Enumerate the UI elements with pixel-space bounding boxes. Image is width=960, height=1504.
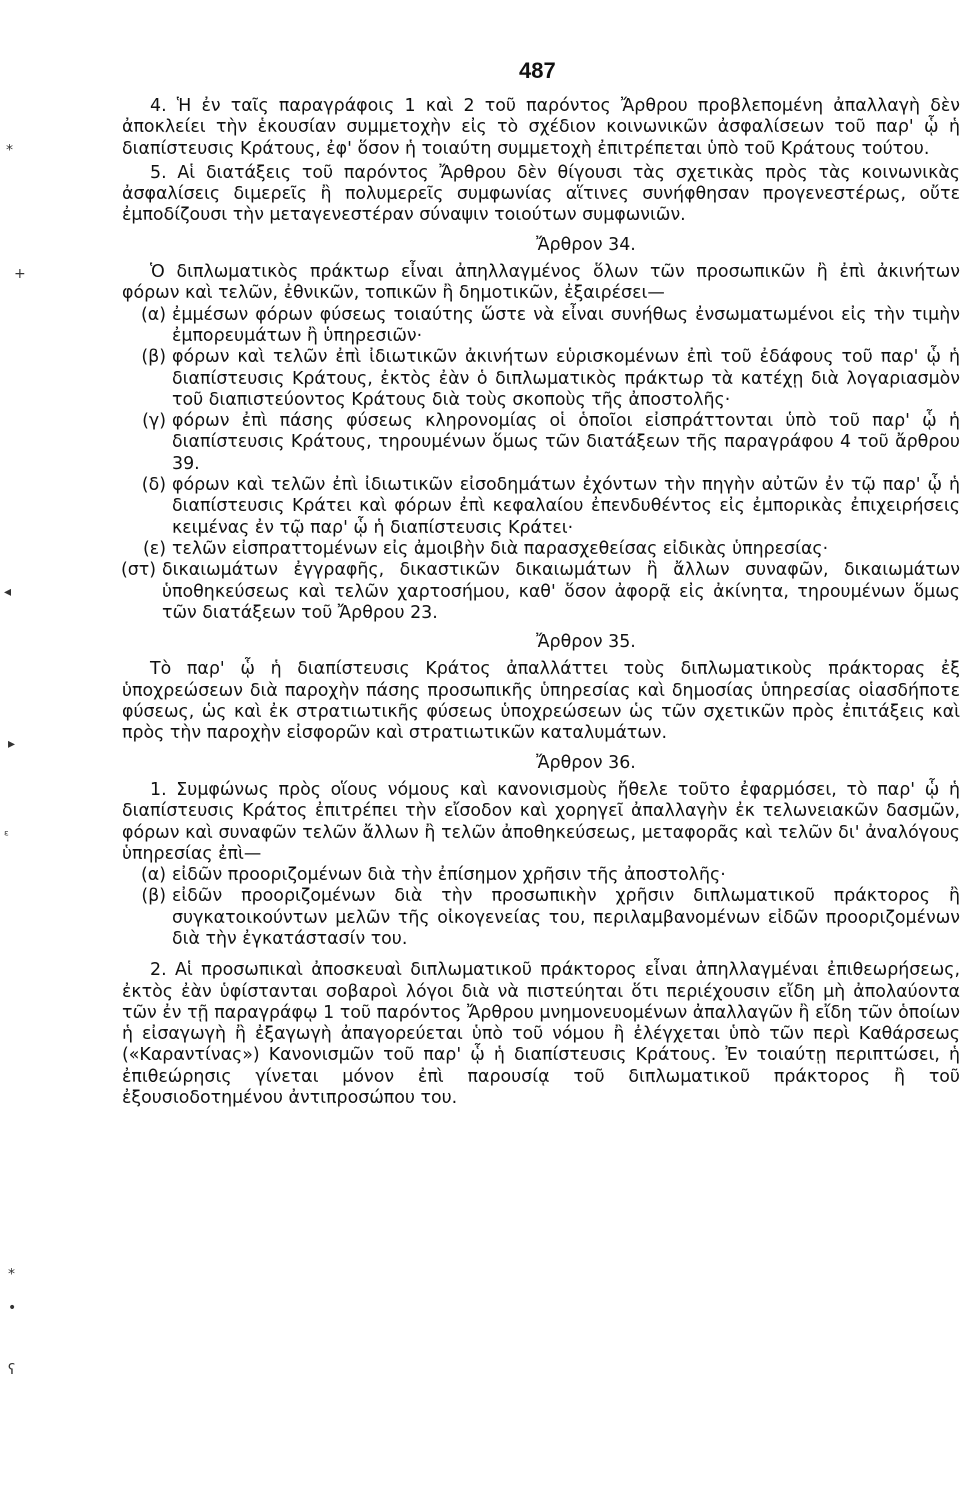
margin-mark: ◂ [4,584,12,600]
article-34-item [122,475,960,539]
margin-mark: • [8,1300,17,1316]
article-35-heading: Ἄρθρον 35. [536,632,636,653]
item-text: τελῶν εἰσπραττομένων εἰς ἀμοιβὴν διὰ παρασχεθείσας εἰδικὰς ὑπηρεσίας· [172,538,829,559]
margin-mark: ᵋ [4,828,10,844]
article-34-item [122,411,960,475]
paragraph-4: 4. Ἡ ἐν ταῖς παραγράφοις 1 καὶ 2 τοῦ παρόντος Ἄρθρου προβλεπομένη ἀπαλλαγὴ δὲν ἀποκλείει τὴν ἑκουσίαν συμμετοχὴν εἰς τὸ σχέδιον κοινωνικῶν ἀσφαλίσεων τοῦ παρ' ᾧ ἡ διαπίστευσις Κράτους, ἐφ' ὅσον ἡ τοιαύτη συμμετοχὴ ἐπιτρέπεται ὑπὸ τοῦ Κράτους τούτου. [122,96,960,159]
article-34-intro: Ὁ διπλωματικὸς πράκτωρ εἶναι ἀπηλλαγμένος ὅλων τῶν προσωπικῶν ἢ ἐπὶ ἀκινήτων φόρων καὶ τελῶν, ἐθνικῶν, τοπικῶν ἢ δημοτικῶν, ἐξαιρέσει— [122,262,960,304]
item-text: εἰδῶν προοριζομένων διὰ τὴν προσωπικὴν χρῆσιν διπλωματικοῦ πράκτορος ἢ συγκατοικούντων μελῶν τῆς οἰκογενείας του, περιλαμβανομένων εἰδῶν προοριζομένων διὰ τὴν ἐγκατάστασίν του. [172,886,960,949]
article-34-heading: Ἄρθρον 34. [536,234,636,255]
document-body [122,96,960,1109]
item-text: φόρων ἐπὶ πάσης φύσεως κληρονομίας οἱ ὁποῖοι εἰσπράττονται ὑπὸ τοῦ παρ' ᾧ ἡ διαπίστευσις Κράτους, τηρουμένων ὅμως τῶν διατάξεων τῆς παραγράφου 4 τοῦ ἄρθρου 39. [172,411,960,474]
article-36-item [122,886,960,950]
item-label: (ε) [143,538,166,559]
item-label: (γ) [142,411,166,432]
item-text: δικαιωμάτων ἐγγραφῆς, δικαστικῶν δικαιωμάτων ἢ ἄλλων συναφῶν, δικαιωμάτων ὑποθηκεύσεως καὶ τελῶν χαρτοσήμου, καθ' ὅσον ἀφορᾷ εἰς ἀκίνητα, τηρουμένων ὅμως τῶν διατάξεων τοῦ Ἄρθρου 23. [162,560,960,623]
page-number: 487 [519,58,556,83]
item-text: φόρων καὶ τελῶν ἐπὶ ἰδιωτικῶν εἰσοδημάτων ἐχόντων τὴν πηγὴν αὐτῶν ἐν τῷ παρ' ᾧ ἡ διαπίστευσις Κράτει καὶ φόρων ἐπὶ κεφαλαίου ἐπενδυθέντος εἰς ἐμπορικὰς ἐπιχειρήσεις κειμένας ἐν τῷ παρ' ᾧ ἡ διαπίστευσις Κράτει· [172,475,960,538]
margin-mark: ʕ [8,1362,16,1378]
article-36-paragraph-1: 1. Συμφώνως πρὸς οἵους νόμους καὶ κανονισμοὺς ἤθελε τοῦτο ἐφαρμόσει, τὸ παρ' ᾧ ἡ διαπίστευσις Κράτος ἐπιτρέπει τὴν εἴσοδον καὶ χορηγεῖ ἀπαλλαγὴν ἐκ τελωνειακῶν δασμῶν, φόρων καὶ συναφῶν τελῶν ἄλλων ἢ τελῶν ἀποθηκεύσεως, μεταφορᾶς καὶ τελῶν δι' ἀναλόγους ὑπηρεσίας ἐπὶ— [122,779,960,864]
item-label: (α) [140,304,166,325]
article-34-item [122,560,960,624]
item-label: (β) [141,347,166,368]
margin-mark: ▸ [8,736,16,752]
article-34-item [122,347,960,411]
item-label: (δ) [141,475,166,496]
article-36-heading: Ἄρθρον 36. [536,752,636,773]
article-34-item [122,305,960,348]
item-text: εἰδῶν προοριζομένων διὰ τὴν ἐπίσημον χρῆσιν τῆς ἀποστολῆς· [172,865,726,886]
margin-mark: ⁎ [8,1262,15,1278]
article-36-item [122,865,960,886]
item-label: (στ) [120,560,156,581]
paragraph-5: 5. Αἱ διατάξεις τοῦ παρόντος Ἄρθρου δὲν θίγουσι τὰς σχετικὰς πρὸς τὰς κοινωνικὰς ἀσφαλίσεις διμερεῖς ἢ πολυμερεῖς συμφωνίας αἵτινες συνήφθησαν προγενεστέρως, οὔτε ἐμποδίζουσι τὴν μεταγενεστέραν σύναψιν τοιούτων συμφωνιῶν. [122,162,960,226]
item-label: (β) [141,886,166,907]
item-text: ἐμμέσων φόρων φύσεως τοιαύτης ὥστε νὰ εἶναι συνήθως ἐνσωματωμένοι εἰς τὴν τιμὴν ἐμπορευμάτων ἢ ὑπηρεσιῶν· [172,304,960,346]
article-36-paragraph-2: 2. Αἱ προσωπικαὶ ἀποσκευαὶ διπλωματικοῦ πράκτορος εἶναι ἀπηλλαγμέναι ἐπιθεωρήσεως, ἐκτὸς ἐὰν ὑφίστανται σοβαροὶ λόγοι διὰ νὰ πιστεύηται ὅτι περιέχουσιν εἴδη μὴ ἀπολαύοντα τῶν ἐν τῇ παραγράφῳ 1 τοῦ παρόντος Ἄρθρου μνημονευομένων ἀπαλλαγῶν ἢ εἴδη τῶν ὁποίων ἡ εἰσαγωγὴ ἢ ἐξαγωγὴ ἀπαγορεύεται ὑπὸ τοῦ νόμου ἢ ἐλέγχεται ὑπὸ τῶν περὶ Καθάρσεως («Καραντίνας») Κανονισμῶν τοῦ παρ' ᾧ ἡ διαπίστευσις Κράτους. Ἐν τοιαύτῃ περιπτώσει, ἡ ἐπιθεώρησις γίνεται μόνον ἐπὶ παρουσίᾳ τοῦ διπλωματικοῦ πράκτορος ἢ τοῦ ἐξουσιοδοτημένου ἀντιπροσώπου του. [122,960,960,1109]
article-34-item [122,539,960,560]
item-label: (α) [140,865,166,886]
article-35-text: Τὸ παρ' ᾧ ἡ διαπίστευσις Κράτος ἀπαλλάττει τοὺς διπλωματικοὺς πράκτορας ἐξ ὑποχρεώσεων διὰ παροχὴν πάσης προσωπικῆς ὑπηρεσίας καὶ δημοσίας ὑπηρεσίας οἱασδήποτε φύσεως, ὡς καὶ ἐκ στρατιωτικῆς φύσεως ὑποχρεώσεων ὡς τῶν σχετικῶν πρὸς ἐπιτάξεις καὶ πρὸς τὴν παροχὴν εἰσφορῶν καὶ στρατιωτικῶν καταλυμάτων. [122,659,960,744]
item-text: φόρων καὶ τελῶν ἐπὶ ἰδιωτικῶν ἀκινήτων εὑρισκομένων ἐπὶ τοῦ ἐδάφους τοῦ παρ' ᾧ ἡ διαπίστευσις Κράτους, ἐκτὸς ἐὰν ὁ διπλωματικὸς πράκτωρ τὰ κατέχῃ διὰ λογαριασμὸν τοῦ διαπιστεύοντος Κράτους διὰ τοὺς σκοποὺς τῆς ἀποστολῆς· [172,347,960,410]
margin-mark: ⁎ [6,138,13,154]
margin-mark: + [14,266,26,282]
